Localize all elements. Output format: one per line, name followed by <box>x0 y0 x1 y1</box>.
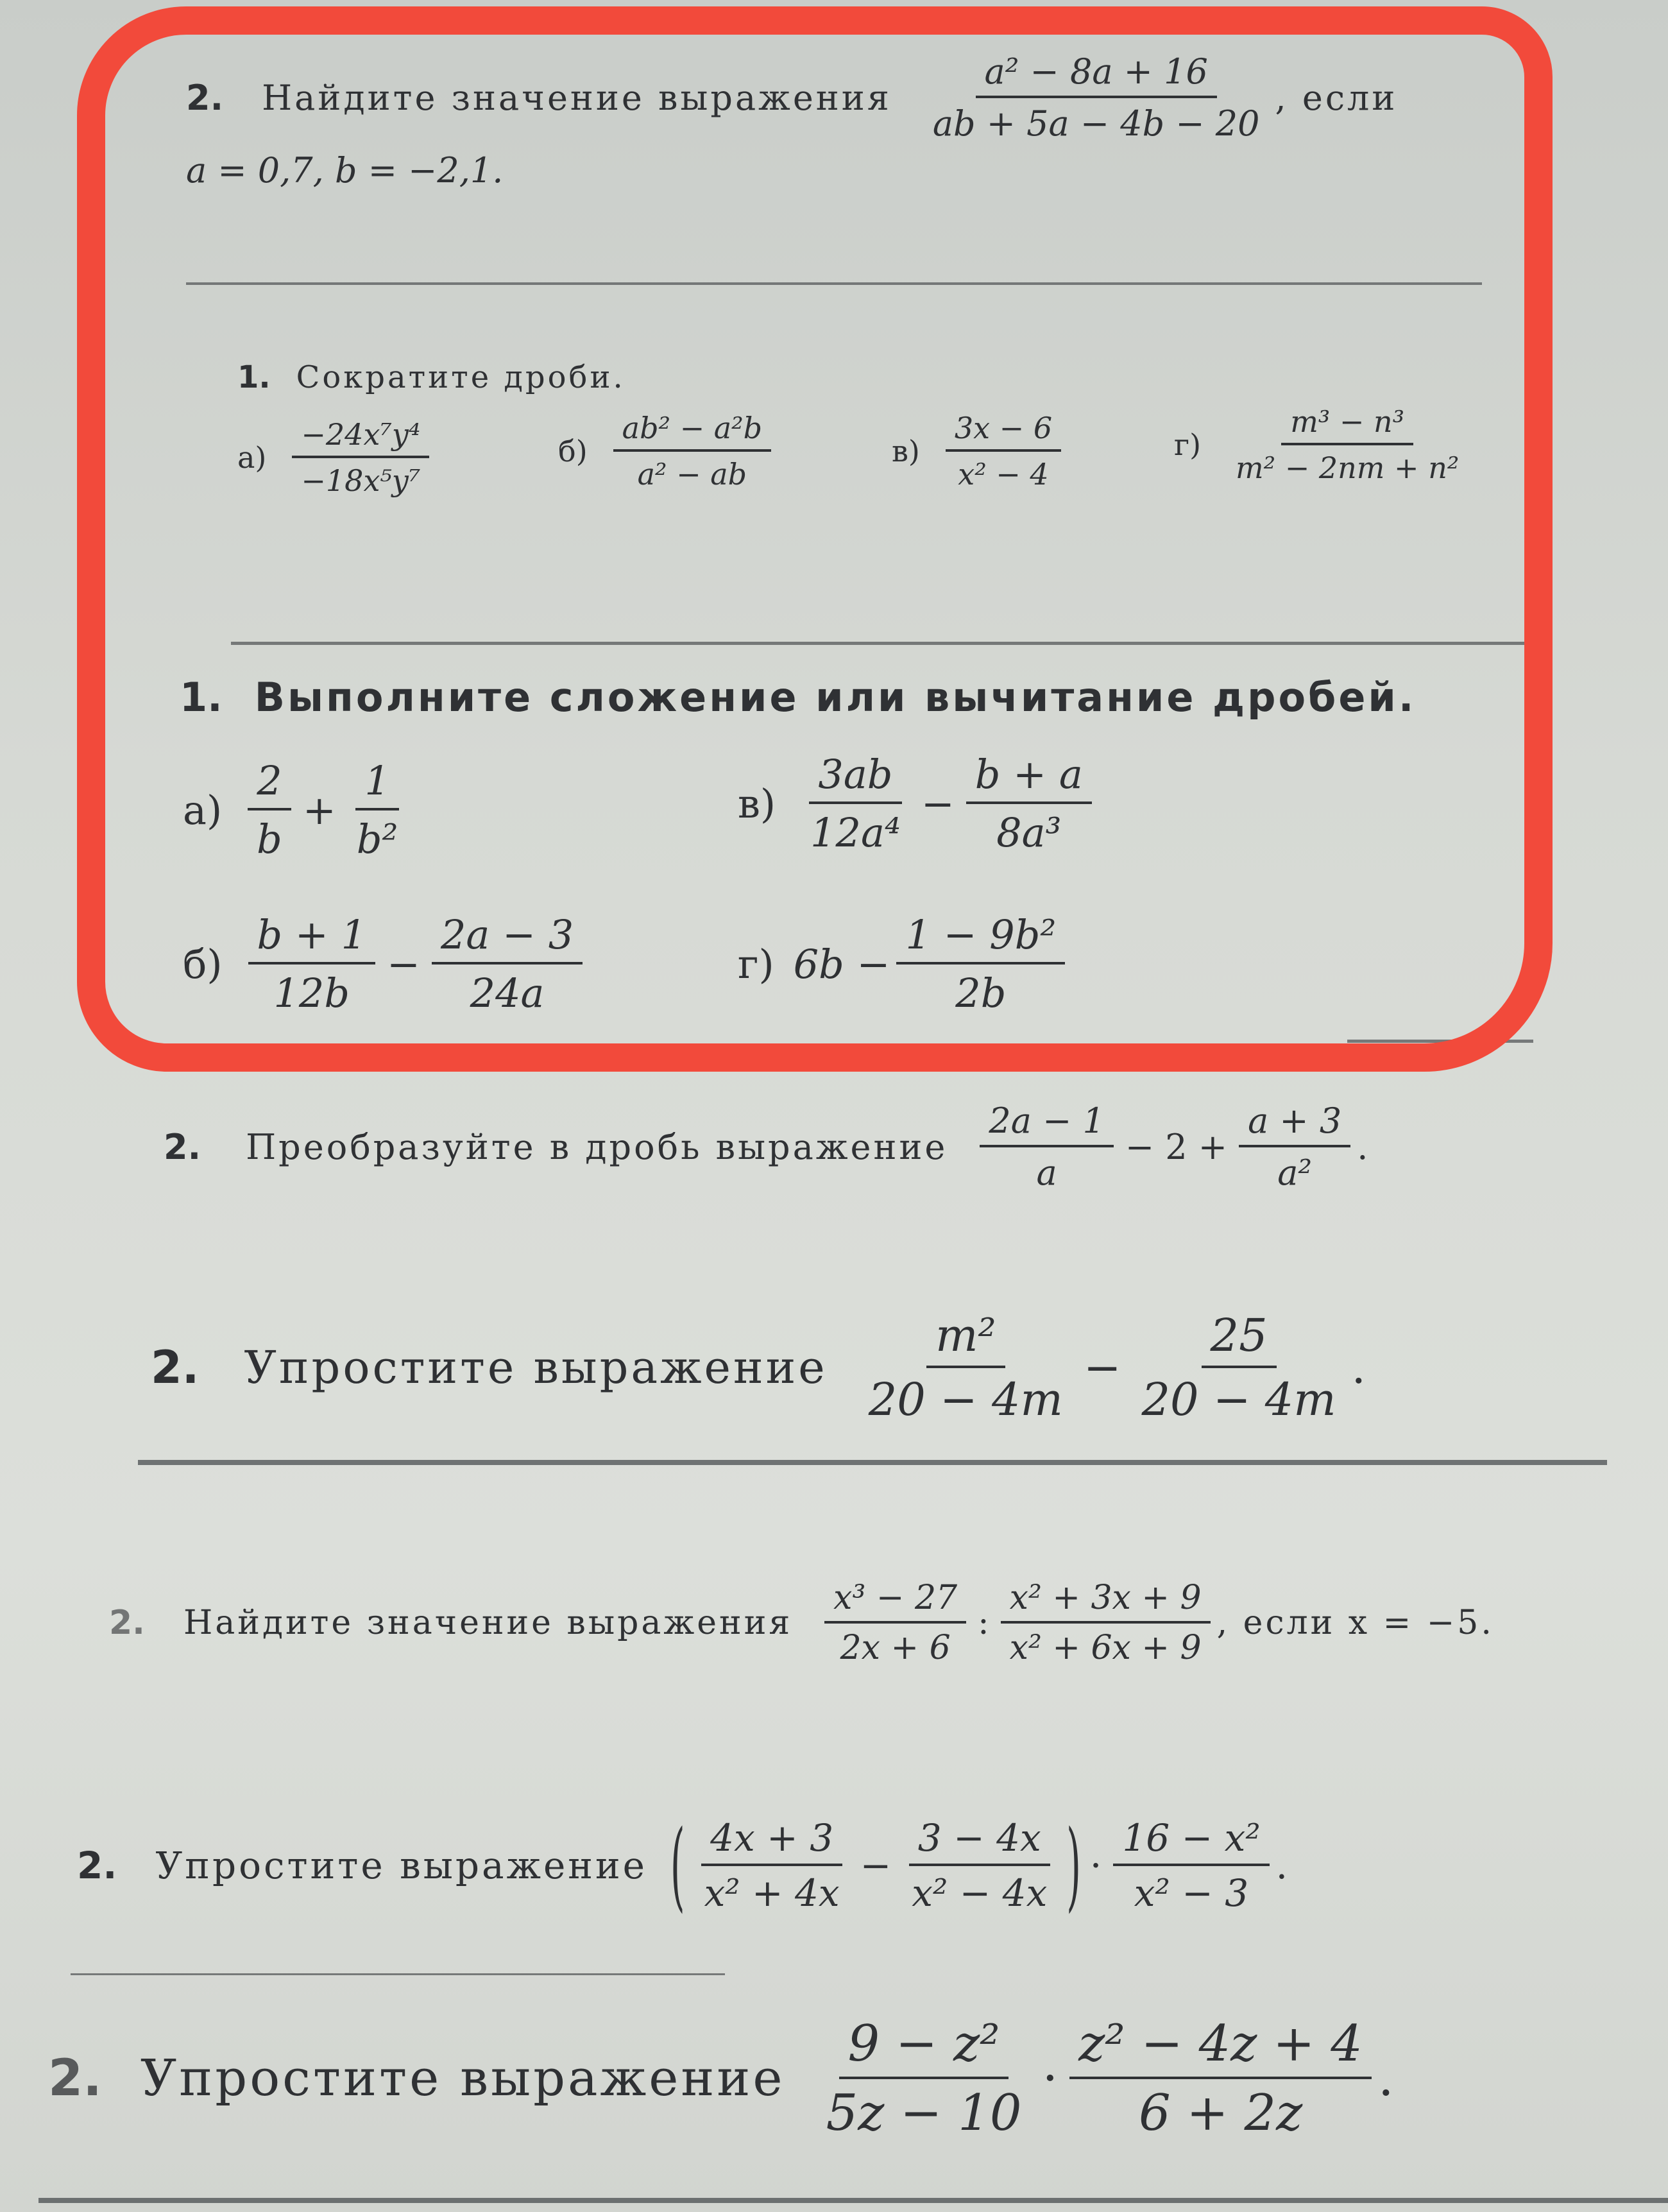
denominator: 2x + 6 <box>840 1629 951 1667</box>
numerator: m³ − n³ <box>1281 404 1413 445</box>
denominator: a² <box>1277 1153 1313 1193</box>
fraction <box>1239 1101 1350 1193</box>
denominator: 2b <box>955 970 1007 1016</box>
exercise-text: Упростите выражение <box>244 1341 828 1394</box>
fraction <box>896 911 1065 1016</box>
denominator: a² − ab <box>637 457 747 492</box>
denominator: 8a³ <box>996 809 1062 856</box>
exercise-text: Преобразуйте в дробь выражение <box>246 1126 948 1167</box>
item-label: б) <box>183 940 223 988</box>
left-paren: ( <box>670 1808 685 1923</box>
fraction <box>1113 1816 1269 1915</box>
fraction <box>695 1816 849 1915</box>
item-label: в) <box>892 434 920 468</box>
denominator: x² − 4x <box>912 1871 1048 1915</box>
expression-prefix: 6b − <box>793 940 890 988</box>
numerator: z² − 4z + 4 <box>1069 2015 1372 2079</box>
denominator: b² <box>356 816 398 862</box>
operator: : <box>978 1604 989 1642</box>
exercise-condition: a = 0,7, b = −2,1. <box>186 150 504 191</box>
fraction <box>946 411 1061 492</box>
denominator: b <box>257 816 282 862</box>
numerator: a + 3 <box>1239 1101 1350 1147</box>
item-label: в) <box>738 780 776 827</box>
exercise-text: Упростите выражение <box>140 2050 785 2107</box>
numerator: b + 1 <box>248 911 376 965</box>
fraction <box>613 411 771 492</box>
fraction <box>860 1309 1072 1426</box>
fraction <box>980 1101 1113 1193</box>
denominator: 20 − 4m <box>1141 1373 1336 1426</box>
addsub-item-a <box>183 757 413 862</box>
denominator: 5z − 10 <box>826 2084 1022 2142</box>
exercise-simplify-2 <box>77 1808 1288 1923</box>
denominator: x² − 4 <box>958 457 1049 492</box>
fraction <box>248 757 291 862</box>
period: . <box>1377 2050 1394 2107</box>
numerator: 9 − z² <box>839 2015 1009 2079</box>
fraction <box>1001 1579 1211 1667</box>
period: . <box>1351 1341 1366 1394</box>
numerator: 2a − 1 <box>980 1101 1113 1147</box>
fraction <box>903 1816 1056 1915</box>
fraction <box>966 751 1092 856</box>
fraction <box>824 1579 966 1667</box>
denominator: 12b <box>273 970 350 1016</box>
exercise-number: 2. <box>109 1604 145 1642</box>
exercise-text: Выполните сложение или вычитание дробей. <box>254 674 1417 721</box>
numerator: x² + 3x + 9 <box>1001 1579 1211 1624</box>
divider-line <box>1347 1040 1533 1043</box>
denominator: −18x⁵y⁷ <box>301 463 421 498</box>
denominator: 20 − 4m <box>868 1373 1063 1426</box>
operator: · <box>1042 2050 1059 2107</box>
addsub-item-g <box>738 911 1071 1016</box>
numerator: 3x − 6 <box>946 411 1061 452</box>
denominator: a <box>1036 1153 1057 1193</box>
exercise-text: Упростите выражение <box>155 1844 647 1887</box>
numerator: 1 <box>355 757 398 810</box>
fraction <box>801 751 910 856</box>
exercise-simplify-3 <box>48 2015 1394 2142</box>
item-label: г) <box>738 940 774 988</box>
fraction <box>248 911 376 1016</box>
exercise-suffix: , если <box>1275 77 1398 118</box>
item-label: а) <box>237 440 267 475</box>
operator: − <box>387 940 420 988</box>
exercise-text: Найдите значение выражения <box>262 77 892 118</box>
exercise-text: Найдите значение выражения <box>183 1604 793 1642</box>
exercise-suffix: , если x = −5. <box>1216 1604 1494 1642</box>
reduce-item-b <box>558 411 778 492</box>
operator: + <box>302 786 336 834</box>
exercise-number: 2. <box>48 2050 102 2107</box>
exercise-addsub <box>180 674 1416 721</box>
period: . <box>1275 1844 1288 1887</box>
exercise-transform <box>164 1101 1368 1193</box>
numerator: 2a − 3 <box>432 911 583 965</box>
exercise-number: 1. <box>237 359 271 395</box>
addsub-item-b <box>183 911 589 1016</box>
denominator: 12a⁴ <box>810 809 901 856</box>
exercise-number: 2. <box>151 1341 200 1394</box>
numerator: m² <box>926 1309 1005 1368</box>
operator: − <box>860 1844 892 1887</box>
fraction <box>348 757 407 862</box>
denominator: x² + 4x <box>704 1871 840 1915</box>
exercise-number: 2. <box>77 1844 117 1887</box>
period: . <box>1357 1126 1368 1167</box>
fraction <box>292 417 429 498</box>
denominator: x² − 3 <box>1134 1871 1249 1915</box>
numerator: a² − 8a + 16 <box>976 51 1217 98</box>
reduce-item-v <box>892 411 1068 492</box>
numerator: b + a <box>966 751 1092 804</box>
operator: − 2 + <box>1125 1126 1228 1167</box>
fraction <box>1227 404 1468 485</box>
addsub-item-v <box>738 751 1098 856</box>
reduce-item-g <box>1174 404 1474 485</box>
numerator: 16 − x² <box>1113 1816 1269 1866</box>
operator: · <box>1089 1844 1102 1887</box>
numerator: −24x⁷y⁴ <box>292 417 429 458</box>
numerator: 1 − 9b² <box>896 911 1065 965</box>
denominator: ab + 5a − 4b − 20 <box>932 103 1260 144</box>
operator: − <box>1083 1341 1121 1394</box>
numerator: 3 − 4x <box>909 1816 1050 1866</box>
exercise-number: 2. <box>186 77 224 118</box>
exercise-text: Сократите дроби. <box>296 359 626 395</box>
numerator: 25 <box>1202 1309 1277 1368</box>
numerator: x³ − 27 <box>824 1579 966 1624</box>
fraction <box>1069 2015 1372 2142</box>
exercise-reduce <box>237 359 626 395</box>
numerator: ab² − a²b <box>613 411 771 452</box>
exercise-value-ab <box>186 51 1397 191</box>
denominator: m² − 2nm + n² <box>1236 450 1460 485</box>
reduce-item-a <box>237 417 436 498</box>
numerator: 4x + 3 <box>701 1816 842 1866</box>
exercise-value-x <box>109 1579 1494 1667</box>
denominator: 24a <box>470 970 545 1016</box>
divider-line <box>38 2198 1668 2203</box>
divider-line <box>186 282 1482 285</box>
exercise-number: 2. <box>164 1126 201 1167</box>
denominator: 6 + 2z <box>1138 2084 1303 2142</box>
fraction <box>817 2015 1031 2142</box>
divider-line <box>231 642 1533 645</box>
item-label: б) <box>558 434 588 468</box>
divider-line <box>71 1973 725 1975</box>
numerator: 2 <box>248 757 291 810</box>
right-paren: ) <box>1066 1808 1081 1923</box>
exercise-number: 1. <box>180 674 223 721</box>
divider-line <box>138 1460 1607 1465</box>
item-label: г) <box>1174 427 1202 462</box>
numerator: 3ab <box>809 751 901 804</box>
operator: − <box>921 780 955 827</box>
exercise-simplify-1 <box>151 1309 1366 1426</box>
fraction <box>924 51 1269 144</box>
item-label: а) <box>183 786 223 834</box>
fraction <box>1133 1309 1345 1426</box>
denominator: x² + 6x + 9 <box>1009 1629 1202 1667</box>
fraction <box>432 911 583 1016</box>
